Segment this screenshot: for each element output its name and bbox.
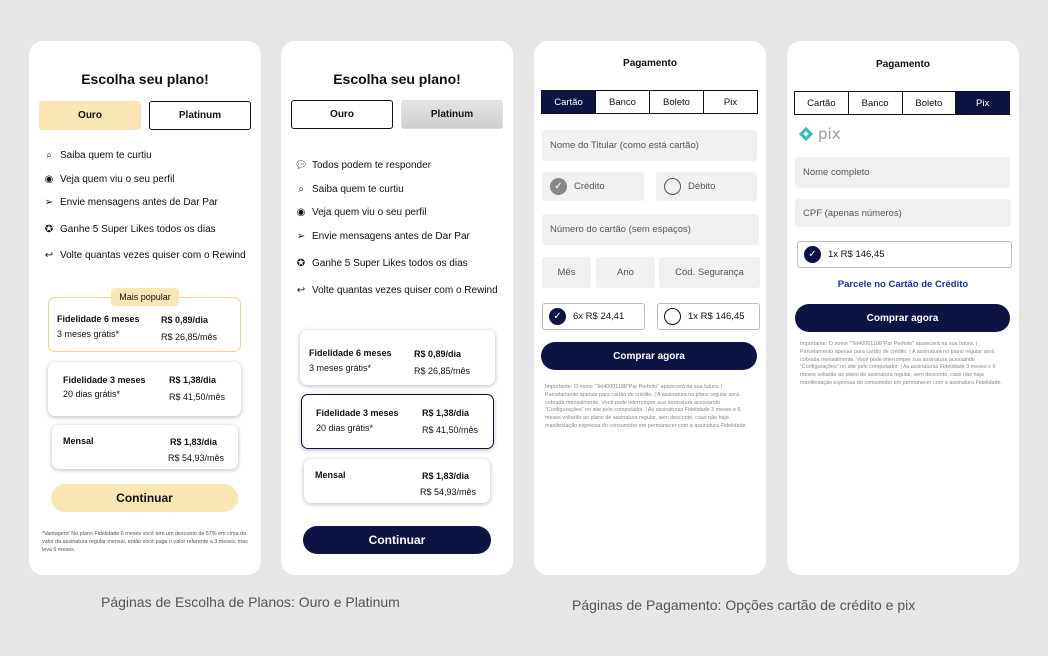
tab-cartao[interactable]: Cartão <box>542 91 595 113</box>
payment-tabs <box>794 91 1010 115</box>
search-icon: ⌕ <box>298 184 304 195</box>
radio-icon <box>664 178 681 195</box>
check-icon: ✓ <box>550 178 567 195</box>
plan-card-monthly[interactable]: Mensal R$ 1,83/dia R$ 54,93/mês <box>52 425 238 469</box>
send-icon: ➢ <box>296 231 306 242</box>
year-input[interactable]: Ano <box>596 257 655 288</box>
cpf-input[interactable]: CPF (apenas números) <box>795 199 1011 227</box>
page-title: Escolha seu plano! <box>333 71 461 87</box>
footnote: Importante: O nome "Tel40001188"Par Perfeito" aparecerá na sua fatura. | Parcelamento apenas para cartão de crédito. | A assinatura no plano regular será cobrada mensalmente. Você pode interromper sua assinatura acessando "Configurações" no site pelo computador. | As assinaturas Fidelidade 3 meses e 6 meses voltarão ao plano de assinatura regular, sem desconto, caso não haja manifestação expressa do consumidor em permanecer com a assinatura Fidelidade. <box>545 384 747 430</box>
continue-button[interactable]: Continuar <box>303 526 491 554</box>
tab-ouro[interactable]: Ouro <box>39 101 141 130</box>
rewind-icon: ↩ <box>296 285 306 296</box>
security-code-input[interactable]: Cód. Segurança <box>659 257 760 288</box>
feature-item: ⌕ Saiba quem te curtiu <box>43 150 152 161</box>
feature-item: ⌕ Saiba quem te curtiu <box>295 184 404 195</box>
caption-payment: Páginas de Pagamento: Opções cartão de crédito e pix <box>572 597 916 613</box>
tab-cartao[interactable]: Cartão <box>807 97 836 109</box>
feature-item: ◉ Veja quem viu o seu perfil <box>296 207 427 218</box>
send-icon: ➢ <box>44 197 54 208</box>
check-icon: ✓ <box>804 246 821 263</box>
pix-logo: pix <box>797 125 841 143</box>
tab-platinum[interactable]: Platinum <box>401 100 503 129</box>
full-name-input[interactable]: Nome completo <box>795 157 1010 188</box>
buy-now-button[interactable]: Comprar agora <box>541 342 757 370</box>
payment-screen-pix <box>787 41 1019 575</box>
footnote: Importante: O nome "Tel40001188"Par Perfeito" aparecerá na sua fatura. | Parcelamento apenas para cartão de crédito. | A assinatura no plano regular será cobrada mensalmente. Você pode interromper sua assinatura acessando "Configurações" no site pelo computador. | As assinaturas Fidelidade 3 meses e 6 meses voltarão ao plano de assinatura regular, sem desconto, caso não haja manifestação expressa do consumidor em permanecer com a assinatura Fidelidade. <box>800 341 1002 387</box>
tab-pix[interactable]: Pix <box>955 92 1009 114</box>
feature-item: ✪ Ganhe 5 Super Likes todos os dias <box>296 258 468 269</box>
tab-platinum[interactable]: Platinum <box>149 101 251 130</box>
month-input[interactable]: Mês <box>542 257 591 288</box>
tab-boleto[interactable]: Boleto <box>649 91 703 113</box>
feature-item: ➢ Envie mensagens antes de Dar Par <box>44 197 218 208</box>
eye-icon: ◉ <box>296 207 306 218</box>
installment-6x-option[interactable]: ✓ 6x R$ 24,41 <box>542 303 645 330</box>
tab-pix[interactable]: Pix <box>703 91 757 113</box>
feature-item: ➢ Envie mensagens antes de Dar Par <box>296 231 470 242</box>
footnote: *Vantagem! No plano Fidelidade 6 meses você tem um desconto de 57% em cima do valor da assinatura regular mensal, então você paga o valor referente a 3 meses, mas leva 6 meses. <box>42 531 248 553</box>
page-title: Pagamento <box>623 58 677 69</box>
feature-item: ◉ Veja quem viu o seu perfil <box>44 174 175 185</box>
rewind-icon: ↩ <box>44 250 54 261</box>
card-holder-input[interactable]: Nome do Titular (como está cartão) <box>542 130 757 161</box>
tab-boleto[interactable]: Boleto <box>902 92 956 114</box>
plan-card-monthly[interactable]: Mensal R$ 1,83/dia R$ 54,93/mês <box>304 459 490 503</box>
plan-card-6-months[interactable]: Fidelidade 6 meses 3 meses grátis* R$ 0,89/dia R$ 26,85/mês <box>48 297 241 352</box>
plan-card-6-months[interactable]: Fidelidade 6 meses 3 meses grátis* R$ 0,89/dia R$ 26,85/mês <box>300 330 495 385</box>
plan-card-3-months[interactable]: Fidelidade 3 meses 20 dias grátis* R$ 1,38/dia R$ 41,50/mês <box>48 362 241 416</box>
chat-icon: 💬︎ <box>294 160 308 171</box>
eye-icon: ◉ <box>44 174 54 185</box>
debit-option[interactable]: Débito <box>656 172 757 201</box>
page-title: Pagamento <box>876 59 930 70</box>
payment-tabs <box>541 90 758 114</box>
tab-ouro[interactable]: Ouro <box>291 100 393 129</box>
page-title: Escolha seu plano! <box>81 71 209 87</box>
feature-item: ✪ Ganhe 5 Super Likes todos os dias <box>44 224 216 235</box>
pix-payment-option[interactable]: ✓ 1x R$ 146,45 <box>797 241 1012 268</box>
buy-now-button[interactable]: Comprar agora <box>795 304 1010 332</box>
pix-icon <box>797 125 815 143</box>
feature-item: ↩ Volte quantas vezes quiser com o Rewind <box>296 285 498 296</box>
payment-screen-card <box>534 41 766 575</box>
plans-screen-ouro <box>29 41 261 575</box>
plans-screen-platinum <box>281 41 513 575</box>
tab-banco[interactable]: Banco <box>848 92 902 114</box>
tab-banco[interactable]: Banco <box>595 91 649 113</box>
caption-plans: Páginas de Escolha de Planos: Ouro e Platinum <box>101 594 400 610</box>
feature-item: 💬︎ Todos podem te responder <box>294 160 431 171</box>
check-icon: ✓ <box>549 308 566 325</box>
popular-badge: Mais popular <box>111 288 179 306</box>
search-icon: ⌕ <box>46 150 52 161</box>
continue-button[interactable]: Continuar <box>51 484 238 512</box>
feature-item: ↩ Volte quantas vezes quiser com o Rewind <box>44 250 246 261</box>
star-icon: ✪ <box>44 224 54 235</box>
credit-option[interactable]: ✓ Crédito <box>542 172 644 201</box>
plan-card-3-months[interactable]: Fidelidade 3 meses 20 dias grátis* R$ 1,38/dia R$ 41,50/mês <box>301 394 494 449</box>
radio-icon <box>664 308 681 325</box>
card-number-input[interactable]: Número do cartão (sem espaços) <box>542 214 759 245</box>
star-icon: ✪ <box>296 258 306 269</box>
installment-1x-option[interactable]: 1x R$ 146,45 <box>657 303 760 330</box>
installment-link[interactable]: Parcele no Cartão de Crédito <box>837 279 969 290</box>
